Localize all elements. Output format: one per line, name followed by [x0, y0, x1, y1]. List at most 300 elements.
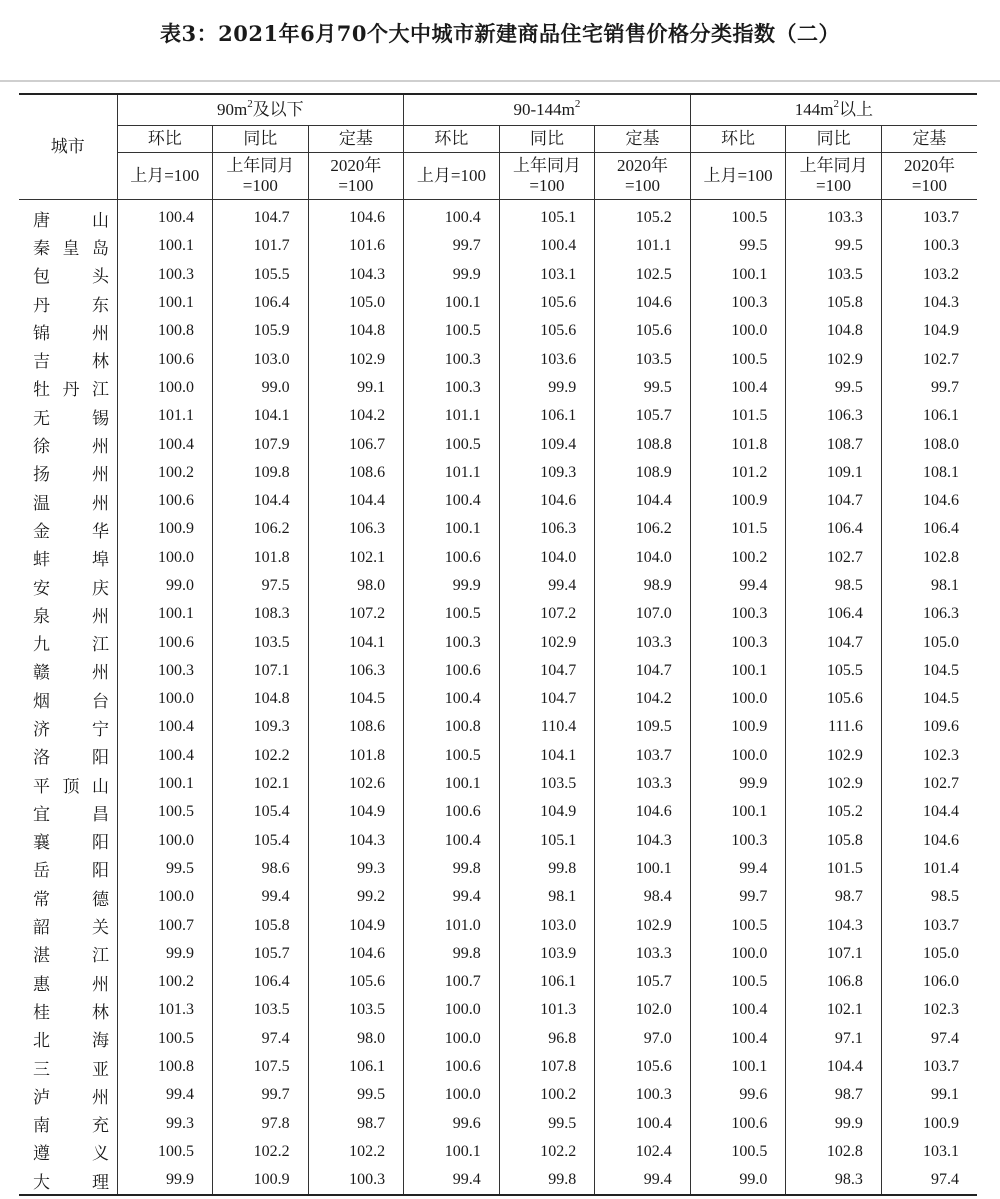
index-value-cell: 98.1 — [499, 883, 595, 911]
index-value-cell: 100.5 — [404, 430, 500, 458]
group-header-small: $90m^2$及以下 — [117, 94, 404, 126]
table-row — [19, 402, 977, 430]
index-value-cell: 100.3 — [117, 261, 213, 289]
index-value-cell: 100.3 — [690, 827, 786, 855]
city-name-cell — [19, 1110, 117, 1138]
city-name-cell — [19, 402, 117, 430]
index-value-cell: 101.5 — [786, 855, 882, 883]
index-value-cell: 99.4 — [690, 855, 786, 883]
index-value-cell: 105.6 — [786, 685, 882, 713]
index-value-cell: 100.8 — [117, 1053, 213, 1081]
index-value-cell: 100.4 — [690, 1025, 786, 1053]
city-name: 泉 州 — [33, 606, 109, 627]
city-name: 金 华 — [33, 521, 109, 542]
index-value-cell: 107.1 — [786, 940, 882, 968]
table-row — [19, 515, 977, 543]
index-value-cell: 108.1 — [881, 459, 977, 487]
index-value-cell: 102.2 — [499, 1138, 595, 1166]
index-value-cell: 105.4 — [213, 798, 309, 826]
city-name-cell — [19, 544, 117, 572]
index-value-cell: 110.4 — [499, 713, 595, 741]
base-header-line: 2020年 — [617, 156, 668, 175]
index-value-cell: 100.1 — [117, 289, 213, 317]
index-value-cell: 105.8 — [786, 289, 882, 317]
index-value-cell: 104.9 — [308, 911, 404, 939]
index-value-cell: 100.4 — [404, 200, 500, 233]
index-value-cell: 98.7 — [308, 1110, 404, 1138]
index-value-cell: 99.0 — [213, 374, 309, 402]
index-value-cell: 106.4 — [881, 515, 977, 543]
index-value-cell: 106.4 — [213, 289, 309, 317]
index-value-cell: 98.5 — [881, 883, 977, 911]
table-row — [19, 685, 977, 713]
city-name-cell — [19, 1166, 117, 1195]
index-value-cell: 101.3 — [117, 996, 213, 1024]
city-name-cell — [19, 713, 117, 741]
index-value-cell: 102.3 — [881, 996, 977, 1024]
index-value-cell: 102.1 — [308, 544, 404, 572]
index-value-cell: 107.2 — [499, 600, 595, 628]
index-value-cell: 99.1 — [881, 1081, 977, 1109]
index-value-cell: 100.7 — [404, 968, 500, 996]
index-value-cell: 109.8 — [213, 459, 309, 487]
sub-header-fixed-base: 定基 — [308, 126, 404, 153]
index-value-cell: 100.1 — [404, 289, 500, 317]
index-value-cell: 101.1 — [404, 402, 500, 430]
index-value-cell: 101.8 — [213, 544, 309, 572]
index-value-cell: 106.1 — [881, 402, 977, 430]
index-value-cell: 99.4 — [404, 1166, 500, 1195]
base-header-line: 上年同月 — [512, 156, 581, 175]
index-value-cell: 97.4 — [881, 1025, 977, 1053]
index-value-cell: 109.6 — [881, 713, 977, 741]
base-header-line: 上月=100 — [130, 166, 200, 185]
index-value-cell: 100.3 — [690, 628, 786, 656]
index-value-cell: 105.1 — [499, 827, 595, 855]
base-header-line: 上年同月 — [799, 156, 868, 175]
index-value-cell: 100.6 — [117, 345, 213, 373]
city-name: 扬 州 — [33, 465, 109, 486]
index-value-cell: 98.9 — [595, 572, 691, 600]
index-value-cell: 99.9 — [786, 1110, 882, 1138]
table-row — [19, 1110, 977, 1138]
city-name-cell — [19, 515, 117, 543]
index-value-cell: 103.1 — [881, 1138, 977, 1166]
index-value-cell: 106.3 — [308, 657, 404, 685]
index-value-cell: 105.6 — [499, 317, 595, 345]
city-name: 宜 昌 — [33, 804, 109, 825]
index-value-cell: 100.0 — [690, 940, 786, 968]
index-value-cell: 101.2 — [690, 459, 786, 487]
index-value-cell: 105.5 — [786, 657, 882, 685]
table-row — [19, 996, 977, 1024]
index-value-cell: 100.4 — [404, 827, 500, 855]
city-name-cell — [19, 940, 117, 968]
city-name-cell — [19, 200, 117, 233]
index-value-cell: 99.4 — [117, 1081, 213, 1109]
title-divider — [0, 80, 1000, 82]
index-value-cell: 100.5 — [117, 798, 213, 826]
index-value-cell: 99.7 — [404, 232, 500, 260]
index-value-cell: 97.4 — [881, 1166, 977, 1195]
index-value-cell: 97.5 — [213, 572, 309, 600]
base-header — [117, 153, 213, 200]
index-value-cell: 100.3 — [404, 628, 500, 656]
index-value-cell: 100.2 — [117, 459, 213, 487]
index-value-cell: 105.2 — [786, 798, 882, 826]
sub-header-fixed-base: 定基 — [595, 126, 691, 153]
city-name: 徐 州 — [33, 437, 109, 458]
index-value-cell: 100.1 — [404, 770, 500, 798]
index-value-cell: 103.7 — [881, 911, 977, 939]
city-name-cell — [19, 855, 117, 883]
table-row — [19, 317, 977, 345]
index-value-cell: 104.7 — [595, 657, 691, 685]
sub-header-yoy: 同比 — [213, 126, 309, 153]
price-index-table — [19, 93, 977, 1196]
table-row — [19, 1081, 977, 1109]
index-value-cell: 105.6 — [499, 289, 595, 317]
index-value-cell: 104.2 — [595, 685, 691, 713]
index-value-cell: 99.4 — [404, 883, 500, 911]
index-value-cell: 100.0 — [404, 1025, 500, 1053]
sub-header-mom: 环比 — [690, 126, 786, 153]
index-value-cell: 104.5 — [308, 685, 404, 713]
index-value-cell: 103.9 — [499, 940, 595, 968]
index-value-cell: 100.5 — [690, 200, 786, 233]
index-value-cell: 99.5 — [308, 1081, 404, 1109]
index-value-cell: 104.0 — [595, 544, 691, 572]
index-value-cell: 99.4 — [595, 1166, 691, 1195]
index-value-cell: 100.7 — [117, 911, 213, 939]
table-row — [19, 1138, 977, 1166]
city-name: 包 头 — [33, 267, 109, 288]
index-value-cell: 102.8 — [881, 544, 977, 572]
index-value-cell: 100.4 — [117, 430, 213, 458]
index-value-cell: 101.8 — [690, 430, 786, 458]
index-value-cell: 99.7 — [690, 883, 786, 911]
index-value-cell: 104.7 — [213, 200, 309, 233]
index-value-cell: 100.0 — [117, 374, 213, 402]
city-name-cell — [19, 459, 117, 487]
city-name-cell — [19, 1138, 117, 1166]
city-name: 锦 州 — [33, 323, 109, 344]
index-value-cell: 102.2 — [213, 742, 309, 770]
table-row — [19, 345, 977, 373]
index-value-cell: 109.5 — [595, 713, 691, 741]
index-value-cell: 100.4 — [404, 685, 500, 713]
index-value-cell: 108.3 — [213, 600, 309, 628]
index-value-cell: 100.6 — [117, 487, 213, 515]
index-value-cell: 100.4 — [117, 713, 213, 741]
index-value-cell: 98.7 — [786, 883, 882, 911]
city-name-cell — [19, 374, 117, 402]
index-value-cell: 106.2 — [595, 515, 691, 543]
index-value-cell: 99.3 — [308, 855, 404, 883]
city-name: 唐 山 — [33, 210, 109, 231]
table-row — [19, 855, 977, 883]
table-row — [19, 713, 977, 741]
index-value-cell: 100.4 — [117, 200, 213, 233]
index-value-cell: 100.3 — [308, 1166, 404, 1195]
index-value-cell: 103.3 — [595, 628, 691, 656]
index-value-cell: 100.3 — [404, 345, 500, 373]
base-header-line: =100 — [529, 176, 565, 195]
index-value-cell: 105.7 — [595, 402, 691, 430]
index-value-cell: 104.9 — [881, 317, 977, 345]
base-header — [786, 153, 882, 200]
index-value-cell: 105.6 — [595, 1053, 691, 1081]
index-value-cell: 104.6 — [595, 289, 691, 317]
base-header-line: =100 — [816, 176, 852, 195]
index-value-cell: 107.1 — [213, 657, 309, 685]
city-name-cell — [19, 628, 117, 656]
index-value-cell: 99.0 — [117, 572, 213, 600]
city-name: 蚌 埠 — [33, 550, 109, 571]
table-row — [19, 430, 977, 458]
index-value-cell: 105.1 — [499, 200, 595, 233]
index-value-cell: 102.5 — [595, 261, 691, 289]
index-value-cell: 109.3 — [499, 459, 595, 487]
city-name-cell — [19, 1053, 117, 1081]
index-value-cell: 106.4 — [786, 600, 882, 628]
index-value-cell: 106.7 — [308, 430, 404, 458]
index-value-cell: 103.3 — [786, 200, 882, 233]
index-value-cell: 108.6 — [308, 459, 404, 487]
index-value-cell: 100.8 — [404, 713, 500, 741]
index-value-cell: 99.6 — [404, 1110, 500, 1138]
index-value-cell: 101.5 — [690, 515, 786, 543]
index-value-cell: 104.3 — [308, 261, 404, 289]
index-value-cell: 100.1 — [690, 1053, 786, 1081]
base-header — [690, 153, 786, 200]
index-value-cell: 100.6 — [404, 657, 500, 685]
index-value-cell: 99.4 — [690, 572, 786, 600]
city-name-cell — [19, 883, 117, 911]
index-value-cell: 100.2 — [499, 1081, 595, 1109]
index-value-cell: 100.1 — [117, 770, 213, 798]
city-name: 三 亚 — [33, 1059, 109, 1080]
base-header-line: 上年同月 — [226, 156, 295, 175]
index-value-cell: 99.5 — [117, 855, 213, 883]
index-value-cell: 102.2 — [213, 1138, 309, 1166]
index-value-cell: 104.3 — [786, 911, 882, 939]
index-value-cell: 99.5 — [499, 1110, 595, 1138]
index-value-cell: 102.0 — [595, 996, 691, 1024]
index-value-cell: 99.5 — [595, 374, 691, 402]
index-value-cell: 100.4 — [404, 487, 500, 515]
table-row — [19, 1053, 977, 1081]
index-value-cell: 100.9 — [117, 515, 213, 543]
table-row — [19, 600, 977, 628]
index-value-cell: 99.8 — [499, 1166, 595, 1195]
index-value-cell: 107.8 — [499, 1053, 595, 1081]
city-column-header: 城市 — [19, 94, 117, 200]
index-value-cell: 101.0 — [404, 911, 500, 939]
index-value-cell: 100.9 — [690, 713, 786, 741]
index-value-cell: 100.0 — [690, 317, 786, 345]
index-value-cell: 99.5 — [786, 232, 882, 260]
city-name-cell — [19, 317, 117, 345]
index-value-cell: 100.4 — [595, 1110, 691, 1138]
index-value-cell: 101.3 — [499, 996, 595, 1024]
index-value-cell: 106.2 — [213, 515, 309, 543]
table-row — [19, 628, 977, 656]
index-value-cell: 104.0 — [499, 544, 595, 572]
index-value-cell: 99.5 — [786, 374, 882, 402]
city-name: 襄 阳 — [33, 833, 109, 854]
table-row — [19, 742, 977, 770]
city-name-cell — [19, 572, 117, 600]
index-value-cell: 104.7 — [499, 657, 595, 685]
index-value-cell: 103.5 — [595, 345, 691, 373]
index-value-cell: 106.1 — [499, 968, 595, 996]
index-value-cell: 104.7 — [499, 685, 595, 713]
index-value-cell: 98.3 — [786, 1166, 882, 1195]
index-value-cell: 104.5 — [881, 685, 977, 713]
city-name-cell — [19, 600, 117, 628]
index-value-cell: 100.5 — [690, 345, 786, 373]
index-value-cell: 100.1 — [117, 232, 213, 260]
index-value-cell: 103.7 — [881, 1053, 977, 1081]
index-value-cell: 104.6 — [595, 798, 691, 826]
index-value-cell: 102.2 — [308, 1138, 404, 1166]
index-value-cell: 105.5 — [213, 261, 309, 289]
index-value-cell: 98.6 — [213, 855, 309, 883]
index-value-cell: 99.1 — [308, 374, 404, 402]
index-value-cell: 101.8 — [308, 742, 404, 770]
index-value-cell: 100.6 — [404, 544, 500, 572]
index-value-cell: 100.6 — [404, 798, 500, 826]
index-value-cell: 104.1 — [308, 628, 404, 656]
index-value-cell: 105.0 — [308, 289, 404, 317]
index-value-cell: 105.7 — [595, 968, 691, 996]
city-name: 韶 关 — [33, 918, 109, 939]
base-header-line: =100 — [338, 176, 374, 195]
index-value-cell: 99.9 — [499, 374, 595, 402]
city-name: 丹 东 — [33, 295, 109, 316]
city-name-cell — [19, 657, 117, 685]
index-value-cell: 109.1 — [786, 459, 882, 487]
index-value-cell: 104.9 — [308, 798, 404, 826]
city-name-cell — [19, 261, 117, 289]
city-name: 岳 阳 — [33, 861, 109, 882]
index-value-cell: 100.3 — [690, 600, 786, 628]
index-value-cell: 102.9 — [786, 770, 882, 798]
index-value-cell: 98.0 — [308, 572, 404, 600]
index-value-cell: 103.2 — [881, 261, 977, 289]
index-value-cell: 100.3 — [881, 232, 977, 260]
table-row — [19, 232, 977, 260]
index-value-cell: 100.0 — [117, 827, 213, 855]
index-value-cell: 100.1 — [690, 798, 786, 826]
index-value-cell: 107.9 — [213, 430, 309, 458]
index-value-cell: 100.2 — [117, 968, 213, 996]
city-name-cell — [19, 289, 117, 317]
index-value-cell: 98.4 — [595, 883, 691, 911]
index-value-cell: 100.5 — [690, 911, 786, 939]
index-value-cell: 98.5 — [786, 572, 882, 600]
index-value-cell: 109.4 — [499, 430, 595, 458]
index-value-cell: 100.5 — [117, 1138, 213, 1166]
city-name-cell — [19, 996, 117, 1024]
index-value-cell: 100.9 — [213, 1166, 309, 1195]
base-header-line: 上月=100 — [416, 166, 486, 185]
index-value-cell: 102.1 — [213, 770, 309, 798]
index-value-cell: 104.4 — [786, 1053, 882, 1081]
city-name-cell — [19, 770, 117, 798]
city-name-cell — [19, 1081, 117, 1109]
base-header — [404, 153, 500, 200]
index-value-cell: 100.3 — [404, 374, 500, 402]
index-value-cell: 107.0 — [595, 600, 691, 628]
index-value-cell: 100.5 — [404, 317, 500, 345]
table-row — [19, 798, 977, 826]
index-value-cell: 107.5 — [213, 1053, 309, 1081]
index-value-cell: 97.4 — [213, 1025, 309, 1053]
base-header — [881, 153, 977, 200]
city-name-cell — [19, 345, 117, 373]
index-value-cell: 102.3 — [881, 742, 977, 770]
index-value-cell: 105.4 — [213, 827, 309, 855]
index-value-cell: 108.0 — [881, 430, 977, 458]
table-row — [19, 968, 977, 996]
index-value-cell: 99.6 — [690, 1081, 786, 1109]
index-value-cell: 104.4 — [595, 487, 691, 515]
base-header — [213, 153, 309, 200]
index-value-cell: 100.1 — [117, 600, 213, 628]
city-name: 济 宁 — [33, 719, 109, 740]
index-value-cell: 103.6 — [499, 345, 595, 373]
index-value-cell: 100.5 — [404, 742, 500, 770]
index-value-cell: 101.4 — [881, 855, 977, 883]
index-value-cell: 100.0 — [117, 685, 213, 713]
index-value-cell: 105.0 — [881, 628, 977, 656]
index-value-cell: 96.8 — [499, 1025, 595, 1053]
index-value-cell: 104.3 — [881, 289, 977, 317]
city-name: 洛 阳 — [33, 748, 109, 769]
index-value-cell: 102.9 — [595, 911, 691, 939]
index-value-cell: 103.5 — [499, 770, 595, 798]
index-value-cell: 99.2 — [308, 883, 404, 911]
city-name-cell — [19, 685, 117, 713]
index-value-cell: 105.7 — [213, 940, 309, 968]
table-row — [19, 770, 977, 798]
index-value-cell: 100.0 — [117, 544, 213, 572]
index-value-cell: 106.1 — [499, 402, 595, 430]
index-value-cell: 103.0 — [213, 345, 309, 373]
index-value-cell: 100.4 — [690, 996, 786, 1024]
city-name: 吉 林 — [33, 352, 109, 373]
index-value-cell: 104.6 — [881, 487, 977, 515]
index-value-cell: 104.2 — [308, 402, 404, 430]
table-row — [19, 374, 977, 402]
table-row — [19, 261, 977, 289]
index-value-cell: 104.8 — [786, 317, 882, 345]
city-name-cell — [19, 742, 117, 770]
index-value-cell: 97.1 — [786, 1025, 882, 1053]
city-name-cell — [19, 430, 117, 458]
index-value-cell: 100.3 — [595, 1081, 691, 1109]
index-value-cell: 104.6 — [499, 487, 595, 515]
city-name: 牡丹江 — [33, 380, 109, 401]
index-value-cell: 100.6 — [117, 628, 213, 656]
index-value-cell: 106.3 — [499, 515, 595, 543]
index-value-cell: 103.5 — [308, 996, 404, 1024]
index-value-cell: 100.4 — [690, 374, 786, 402]
base-header-line: =100 — [911, 176, 947, 195]
index-value-cell: 102.9 — [786, 345, 882, 373]
